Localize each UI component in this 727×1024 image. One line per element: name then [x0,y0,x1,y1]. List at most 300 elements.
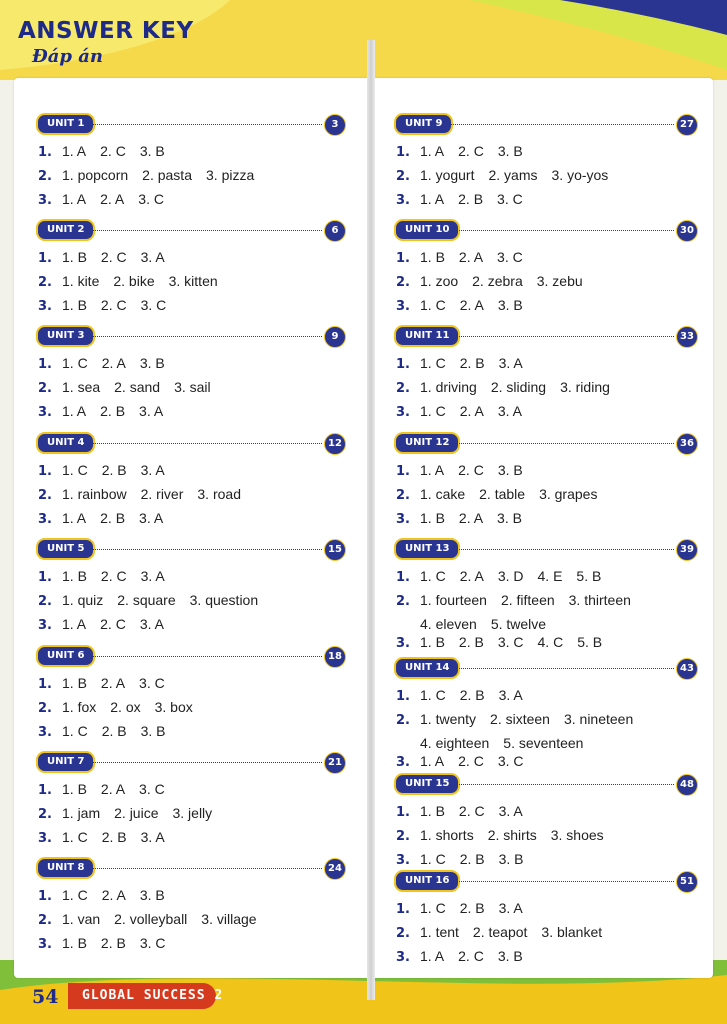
unit-label: UNIT 2 [36,219,95,241]
answer-item: 3. A [498,900,523,916]
exercise-number: 1. [38,783,52,798]
answer-item: 3. A [140,829,165,845]
exercise-number: 2. [396,169,410,184]
answer-row [38,510,177,527]
unit-header [394,219,696,241]
answer-row [38,675,179,692]
unit-page-number: 21 [324,752,346,774]
unit-label: UNIT 14 [394,657,460,679]
answer-row [38,143,179,160]
answer-item: 2. A [101,355,126,371]
exercise-number: 1. [396,464,410,479]
unit-header [394,657,696,679]
answer-item: 3. A [497,403,522,419]
answer-item: 2. A [459,403,484,419]
unit-header [36,538,344,560]
answer-item: 5. B [577,634,603,650]
exercise-number: 3. [38,831,52,846]
unit-header [36,219,344,241]
exercise-number: 1. [396,805,410,820]
answer-item: 3. A [139,510,164,526]
unit-page-number: 24 [324,858,346,880]
answer-item: 1. tent [420,924,459,940]
answer-item: 1. C [62,723,88,739]
answer-item: 2. B [101,723,127,739]
answer-item: 1. B [420,803,445,819]
unit-header [394,432,696,454]
unit-label: UNIT 13 [394,538,460,560]
answer-row [396,379,624,396]
unit-page-number: 6 [324,220,346,242]
unit-label: UNIT 16 [394,870,460,892]
answer-item: 3. A [498,803,523,819]
answer-item: 3. blanket [541,924,603,940]
answer-item: 2. B [101,829,127,845]
exercise-number: 1. [38,570,52,585]
unit-divider [88,762,322,763]
answer-item: 2. A [459,297,484,313]
unit-page-number: 36 [676,433,698,455]
exercise-number: 3. [396,512,410,527]
exercise-number: 3. [38,299,52,314]
unit-divider [88,336,322,337]
answer-item: 1. B [62,568,87,584]
exercise-number: 1. [38,251,52,266]
answer-row [38,167,268,184]
exercise-number: 2. [396,381,410,396]
unit-page-number: 51 [676,871,698,893]
answer-item: 3. kitten [168,273,218,289]
answer-row [396,273,597,290]
page-number: 54 [32,986,59,1008]
answer-item: 1. jam [62,805,101,821]
answer-item: 2. shirts [487,827,537,843]
answer-item: 2. C [100,616,126,632]
exercise-number: 2. [396,488,410,503]
unit-label: UNIT 7 [36,751,95,773]
answer-item: 1. A [62,191,87,207]
answer-item: 1. A [420,462,445,478]
unit-label: UNIT 9 [394,113,453,135]
answer-row [38,805,226,822]
exercise-number: 1. [38,357,52,372]
unit-divider [446,124,674,125]
exercise-number: 3. [38,725,52,740]
answer-item: 1. twenty [420,711,477,727]
unit-divider [88,868,322,869]
answer-row [396,403,536,420]
answer-item: 2. C [458,143,484,159]
unit-header [394,538,696,560]
answer-item: 2. B [459,900,485,916]
unit-header [394,325,696,347]
answer-item: 5. B [576,568,602,584]
unit-label: UNIT 11 [394,325,460,347]
answer-item: 2. A [101,887,126,903]
answer-item: 1. B [62,249,87,265]
answer-row [396,924,616,941]
answer-item: 1. C [420,687,446,703]
answer-item: 1. B [420,249,445,265]
answer-item: 3. pizza [206,167,255,183]
answer-item: 2. B [100,403,126,419]
answer-item: 1. A [420,948,445,964]
answer-item: 1. A [62,510,87,526]
answer-item: 1. zoo [420,273,459,289]
unit-label: UNIT 15 [394,773,460,795]
answer-item: 3. B [497,143,523,159]
exercise-number: 2. [38,701,52,716]
answer-row [38,462,179,479]
answer-item: 3. C [138,191,164,207]
answer-row [396,735,597,751]
answer-row [396,827,618,844]
exercise-number: 2. [38,913,52,928]
unit-page-number: 15 [324,539,346,561]
answer-row [396,297,537,314]
answer-item: 1. B [420,634,445,650]
answer-item: 3. thirteen [568,592,631,608]
answer-item: 2. juice [114,805,159,821]
answer-item: 2. A [100,675,126,691]
answer-item: 2. A [100,781,126,797]
answer-row [38,781,179,798]
answer-row [38,616,178,633]
answer-item: 1. yogurt [420,167,475,183]
exercise-number: 2. [38,807,52,822]
answer-row [38,249,179,266]
unit-label: UNIT 8 [36,857,95,879]
answer-item: 3. C [139,935,166,951]
page-subtitle: Đáp án [32,46,103,67]
answer-row [396,486,611,503]
answer-item: 4. C [537,634,564,650]
unit-divider [88,549,322,550]
answer-item: 1. C [420,851,446,867]
answer-row [38,355,179,372]
answer-item: 1. popcorn [62,167,129,183]
exercise-number: 1. [396,689,410,704]
page-title: ANSWER KEY [18,18,194,44]
answer-item: 2. A [459,568,484,584]
unit-header [36,432,344,454]
unit-header [394,113,696,135]
answer-row [38,403,177,420]
answer-item: 2. A [458,510,484,526]
answer-item: 3. A [498,687,523,703]
answer-row [396,851,538,868]
answer-item: 1. C [62,829,88,845]
answer-row [396,803,537,820]
unit-label: UNIT 6 [36,645,95,667]
answer-item: 2. C [458,803,485,819]
answer-row [38,829,179,846]
answer-item: 2. C [100,143,126,159]
exercise-number: 3. [396,755,410,770]
answer-row [38,911,271,928]
answer-item: 2. C [100,568,127,584]
answer-item: 1. van [62,911,101,927]
exercise-number: 1. [396,570,410,585]
answer-item: 3. A [140,568,165,584]
unit-header [36,857,344,879]
answer-item: 1. A [420,191,445,207]
answer-item: 3. A [140,462,165,478]
answer-item: 3. A [139,403,164,419]
exercise-number: 1. [396,357,410,372]
answer-row [396,711,647,728]
answer-item: 1. C [420,403,446,419]
answer-item: 3. C [497,753,524,769]
answer-row [396,355,537,372]
answer-item: 3. B [139,143,165,159]
unit-label: UNIT 1 [36,113,95,135]
answer-item: 3. C [139,675,165,691]
answer-item: 1. A [62,616,87,632]
answer-item: 3. yo-yos [551,167,609,183]
answer-item: 3. A [498,355,523,371]
unit-page-number: 39 [676,539,698,561]
answer-row [396,249,537,266]
answer-item: 2. teapot [472,924,528,940]
exercise-number: 3. [396,636,410,651]
unit-page-number: 18 [324,646,346,668]
answer-item: 2. C [458,948,484,964]
unit-header [36,751,344,773]
answer-row [38,486,255,503]
answer-row [38,297,180,314]
answer-item: 2. B [100,510,126,526]
exercise-number: 3. [396,950,410,965]
answer-item: 3. B [497,297,523,313]
answer-item: 2. square [117,592,176,608]
answer-item: 2. sixteen [490,711,550,727]
answer-item: 1. B [62,675,87,691]
unit-divider [88,230,322,231]
answer-item: 1. C [420,900,446,916]
answer-item: 2. river [140,486,184,502]
exercise-number: 2. [396,829,410,844]
answer-row [396,753,538,770]
answer-item: 3. A [139,616,164,632]
unit-divider [88,443,322,444]
unit-page-number: 12 [324,433,346,455]
answer-item: 3. B [497,462,523,478]
answer-item: 3. B [139,887,165,903]
answer-row [396,634,616,651]
answer-item: 3. C [139,781,165,797]
unit-label: UNIT 12 [394,432,460,454]
answer-item: 2. fifteen [500,592,555,608]
answer-item: 3. road [197,486,241,502]
exercise-number: 3. [38,405,52,420]
exercise-number: 3. [396,193,410,208]
exercise-number: 3. [38,193,52,208]
unit-header [36,325,344,347]
exercise-number: 3. [396,405,410,420]
answer-row [38,568,179,585]
answer-row [396,687,537,704]
unit-page-number: 48 [676,774,698,796]
answer-item: 3. B [140,723,166,739]
answer-item: 3. C [140,297,167,313]
exercise-number: 3. [38,512,52,527]
answer-item: 1. B [62,781,87,797]
answer-item: 1. sea [62,379,101,395]
answer-item: 3. B [497,948,523,964]
answer-item: 1. fourteen [420,592,487,608]
exercise-number: 2. [38,488,52,503]
answer-row [396,616,560,632]
answer-row [38,191,178,208]
unit-divider [88,656,322,657]
answer-item: 2. C [458,753,484,769]
answer-row [38,273,232,290]
answer-row [396,592,645,609]
answer-item: 1. shorts [420,827,474,843]
answer-item: 1. kite [62,273,100,289]
unit-page-number: 3 [324,114,346,136]
answer-row [396,167,622,184]
answer-item: 2. B [459,355,485,371]
answer-item: 3. riding [560,379,610,395]
answer-item: 1. A [420,753,445,769]
exercise-number: 2. [396,713,410,728]
answer-item: 2. ox [110,699,141,715]
answer-item: 1. C [420,297,446,313]
answer-row [396,900,537,917]
unit-header [36,645,344,667]
answer-item: 4. eighteen [420,735,490,751]
answer-item: 2. C [100,297,127,313]
unit-divider [454,230,674,231]
answer-item: 3. C [497,249,523,265]
answer-item: 4. E [537,568,563,584]
answer-item: 2. pasta [142,167,192,183]
unit-divider [454,443,674,444]
exercise-number: 3. [396,853,410,868]
unit-divider [454,549,674,550]
unit-label: UNIT 4 [36,432,95,454]
unit-divider [454,784,674,785]
answer-row [38,887,179,904]
answer-item: 1. A [62,403,87,419]
exercise-number: 3. [396,299,410,314]
exercise-number: 3. [38,618,52,633]
answer-item: 1. B [62,297,87,313]
unit-label: UNIT 3 [36,325,95,347]
answer-item: 2. sliding [490,379,547,395]
answer-row [396,948,537,965]
answer-item: 3. shoes [550,827,604,843]
exercise-number: 1. [396,902,410,917]
unit-page-number: 9 [324,326,346,348]
answer-item: 1. quiz [62,592,104,608]
exercise-number: 2. [38,169,52,184]
answer-item: 2. volleyball [114,911,188,927]
answer-item: 1. driving [420,379,477,395]
answer-row [396,462,537,479]
answer-item: 2. A [100,191,125,207]
answer-item: 1. A [420,143,445,159]
unit-page-number: 43 [676,658,698,680]
answer-item: 2. B [459,851,485,867]
answer-item: 5. twelve [490,616,547,632]
answer-item: 3. village [201,911,257,927]
answer-item: 3. B [498,851,524,867]
answer-item: 2. sand [114,379,161,395]
answer-item: 4. eleven [420,616,477,632]
answer-item: 3. D [497,568,524,584]
answer-row [396,568,615,585]
exercise-number: 2. [396,926,410,941]
exercise-number: 2. [38,381,52,396]
answer-row [396,510,536,527]
answer-item: 3. B [497,510,522,526]
exercise-number: 2. [38,594,52,609]
answer-item: 3. A [140,249,165,265]
answer-item: 3. box [154,699,193,715]
exercise-number: 2. [396,275,410,290]
answer-item: 2. zebra [472,273,523,289]
unit-divider [454,881,674,882]
exercise-number: 1. [396,145,410,160]
answer-item: 1. A [62,143,87,159]
answer-item: 1. C [62,355,88,371]
answer-item: 1. C [420,355,446,371]
book-spine [367,40,375,1000]
answer-item: 1. fox [62,699,97,715]
answer-row [38,592,272,609]
answer-item: 1. B [420,510,445,526]
answer-item: 2. B [458,634,484,650]
answer-item: 3. C [497,634,524,650]
unit-header [394,870,696,892]
answer-item: 2. B [459,687,485,703]
unit-page-number: 33 [676,326,698,348]
answer-row [38,699,207,716]
unit-header [36,113,344,135]
answer-row [396,143,537,160]
answer-item: 1. C [62,887,88,903]
answer-item: 1. C [420,568,446,584]
unit-divider [454,336,674,337]
answer-item: 3. B [139,355,165,371]
exercise-number: 1. [38,677,52,692]
unit-page-number: 30 [676,220,698,242]
answer-item: 2. B [101,462,127,478]
answer-item: 3. jelly [172,805,213,821]
unit-header [394,773,696,795]
answer-item: 2. B [100,935,126,951]
answer-row [396,191,537,208]
unit-divider [88,124,322,125]
answer-row [38,723,180,740]
answer-item: 3. sail [174,379,211,395]
book-title: GLOBAL SUCCESS 2 [82,988,224,1003]
exercise-number: 1. [38,145,52,160]
answer-item: 3. nineteen [563,711,634,727]
answer-item: 2. C [100,249,127,265]
answer-item: 2. B [458,191,484,207]
unit-divider [454,668,674,669]
exercise-number: 1. [38,464,52,479]
answer-item: 1. C [62,462,88,478]
exercise-number: 2. [396,594,410,609]
answer-item: 1. cake [420,486,466,502]
answer-item: 3. C [497,191,523,207]
answer-item: 2. C [458,462,484,478]
